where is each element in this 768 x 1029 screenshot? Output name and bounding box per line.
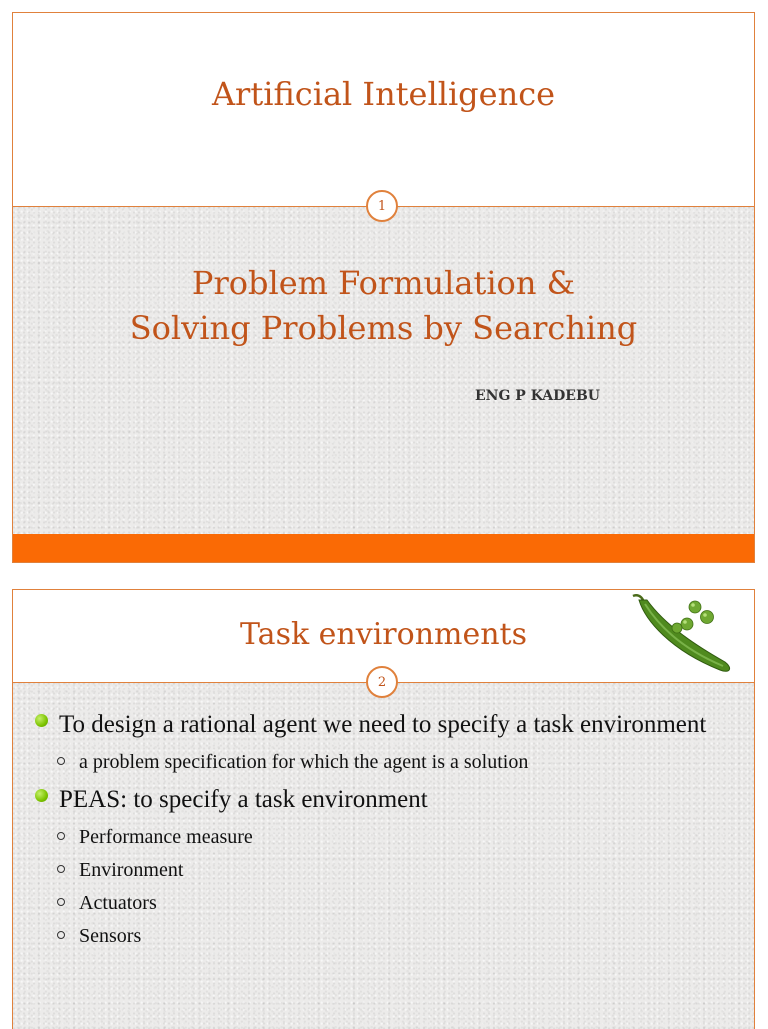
sub-bullet-item bbox=[35, 920, 745, 953]
slide-1 bbox=[12, 12, 755, 563]
ring-bullet-icon bbox=[57, 931, 65, 939]
slide-title: Task environments bbox=[240, 617, 527, 652]
author-name: ENG P KADEBU bbox=[475, 388, 601, 404]
sub-bullet-text: Sensors bbox=[79, 925, 142, 947]
green-bullet-icon bbox=[35, 714, 48, 727]
sub-bullet-item bbox=[35, 746, 745, 779]
bullet-item bbox=[35, 783, 745, 817]
slide-2 bbox=[12, 589, 755, 1029]
sub-bullet-text: a problem specification for which the agent is a solution bbox=[79, 751, 529, 773]
slide-body bbox=[13, 206, 754, 536]
sub-bullet-item bbox=[35, 854, 745, 887]
slide-number-badge: 2 bbox=[366, 666, 398, 698]
green-bullet-icon bbox=[35, 789, 48, 802]
slide-subtitle bbox=[13, 261, 754, 351]
sub-bullet-text: Actuators bbox=[79, 892, 157, 914]
ring-bullet-icon bbox=[57, 865, 65, 873]
bullet-list bbox=[35, 708, 745, 953]
sub-bullet-item bbox=[35, 821, 745, 854]
bullet-item bbox=[35, 708, 745, 742]
pea-pod-icon bbox=[625, 590, 735, 682]
orange-footer-bar bbox=[13, 534, 754, 562]
sub-bullet-text: Performance measure bbox=[79, 826, 253, 848]
subtitle-line-2: Solving Problems by Searching bbox=[129, 309, 638, 347]
ring-bullet-icon bbox=[57, 898, 65, 906]
subtitle-line-1: Problem Formulation & bbox=[191, 264, 576, 302]
sub-bullet-item bbox=[35, 887, 745, 920]
sub-bullet-text: Environment bbox=[79, 859, 184, 881]
ring-bullet-icon bbox=[57, 832, 65, 840]
slide-title-area bbox=[13, 13, 754, 206]
slide-number-badge: 1 bbox=[366, 190, 398, 222]
bullet-text: PEAS: to specify a task environment bbox=[59, 786, 428, 813]
bullet-text: To design a rational agent we need to specify a task environment bbox=[59, 711, 707, 738]
ring-bullet-icon bbox=[57, 757, 65, 765]
slide-title: Artificial Intelligence bbox=[211, 75, 556, 113]
